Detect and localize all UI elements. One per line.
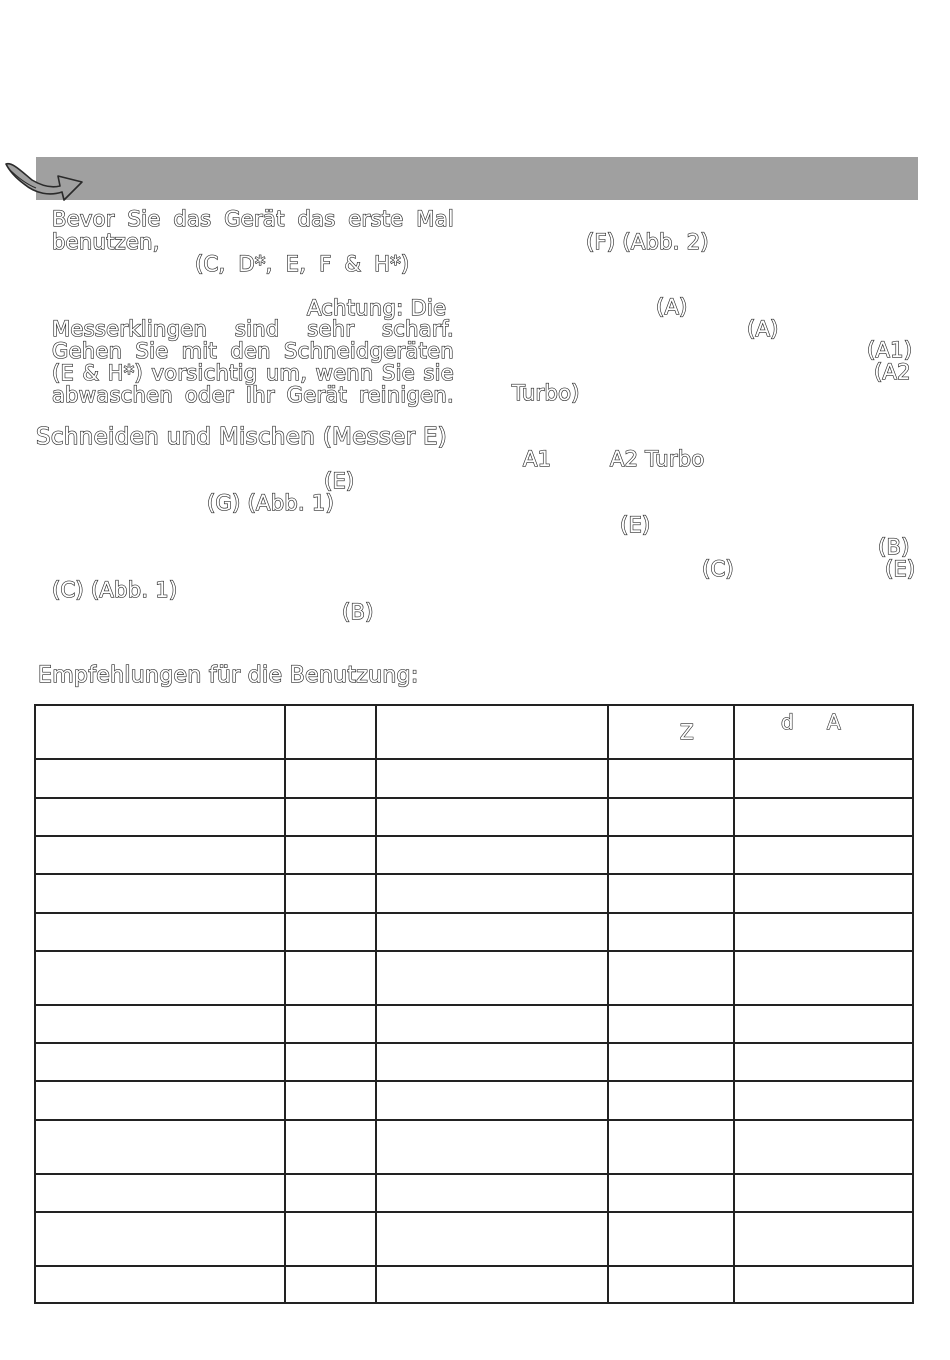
warning-line-2: Messerklingen sind sehr scharf.	[52, 317, 454, 341]
table-row-divider	[34, 835, 914, 837]
section-banner	[36, 157, 918, 200]
turbo-label: Turbo)	[512, 381, 580, 405]
intro-parts-ref: (C, D*, E, F & H*)	[195, 252, 410, 276]
recommendations-heading: Empfehlungen für die Benutzung:	[38, 663, 419, 688]
table-row-divider	[34, 1080, 914, 1082]
table-row-divider	[34, 797, 914, 799]
table-row-divider	[34, 873, 914, 875]
table-row-divider	[34, 758, 914, 760]
intro-line-2: benutzen,	[52, 230, 160, 254]
table-row-divider	[34, 1265, 914, 1267]
section-heading-cutting: Schneiden und Mischen (Messer E)	[36, 424, 448, 450]
ref-a1-paren: (A1)	[867, 338, 913, 362]
warning-line-3: Gehen Sie mit den Schneidgeräten	[52, 339, 454, 363]
ref-c-right: (C)	[702, 557, 734, 581]
table-col-divider	[733, 704, 735, 1304]
warning-line-5: abwaschen oder Ihr Gerät reinigen.	[52, 383, 454, 407]
speed-a2-label: A2 Turbo	[610, 447, 705, 471]
table-col-divider	[375, 704, 377, 1304]
table-row-divider	[34, 1173, 914, 1175]
table-header-col4: Z	[680, 720, 694, 744]
ref-a2-paren: (A2	[874, 360, 911, 384]
ref-g: (G) (Abb. 1)	[207, 491, 335, 515]
ref-e2-right: (E)	[885, 557, 916, 581]
table-header-col5-a: d	[781, 710, 794, 734]
ref-a-2: (A)	[747, 317, 779, 341]
table-row-divider	[34, 950, 914, 952]
ref-b: (B)	[342, 600, 374, 624]
arrow-right-icon	[2, 150, 86, 204]
table-row-divider	[34, 1119, 914, 1121]
ref-e: (E)	[324, 469, 355, 493]
warning-label: Achtung: Die	[307, 296, 447, 320]
ref-e-right: (E)	[620, 513, 651, 537]
table-row-divider	[34, 912, 914, 914]
table-row-divider	[34, 1004, 914, 1006]
ref-f: (F) (Abb. 2)	[586, 230, 709, 254]
warning-line-4: (E & H*) vorsichtig um, wenn Sie sie	[52, 361, 454, 385]
intro-line-1: Bevor Sie das Gerät das erste Mal	[52, 207, 454, 231]
table-col-divider	[284, 704, 286, 1304]
table-row-divider	[34, 1211, 914, 1213]
table-col-divider	[607, 704, 609, 1304]
table-header-col5-b: A	[827, 710, 841, 734]
ref-c: (C) (Abb. 1)	[52, 578, 178, 602]
speed-a1-label: A1	[523, 447, 552, 471]
ref-b-right: (B)	[878, 535, 910, 559]
table-row-divider	[34, 1042, 914, 1044]
ref-a-1: (A)	[656, 295, 688, 319]
